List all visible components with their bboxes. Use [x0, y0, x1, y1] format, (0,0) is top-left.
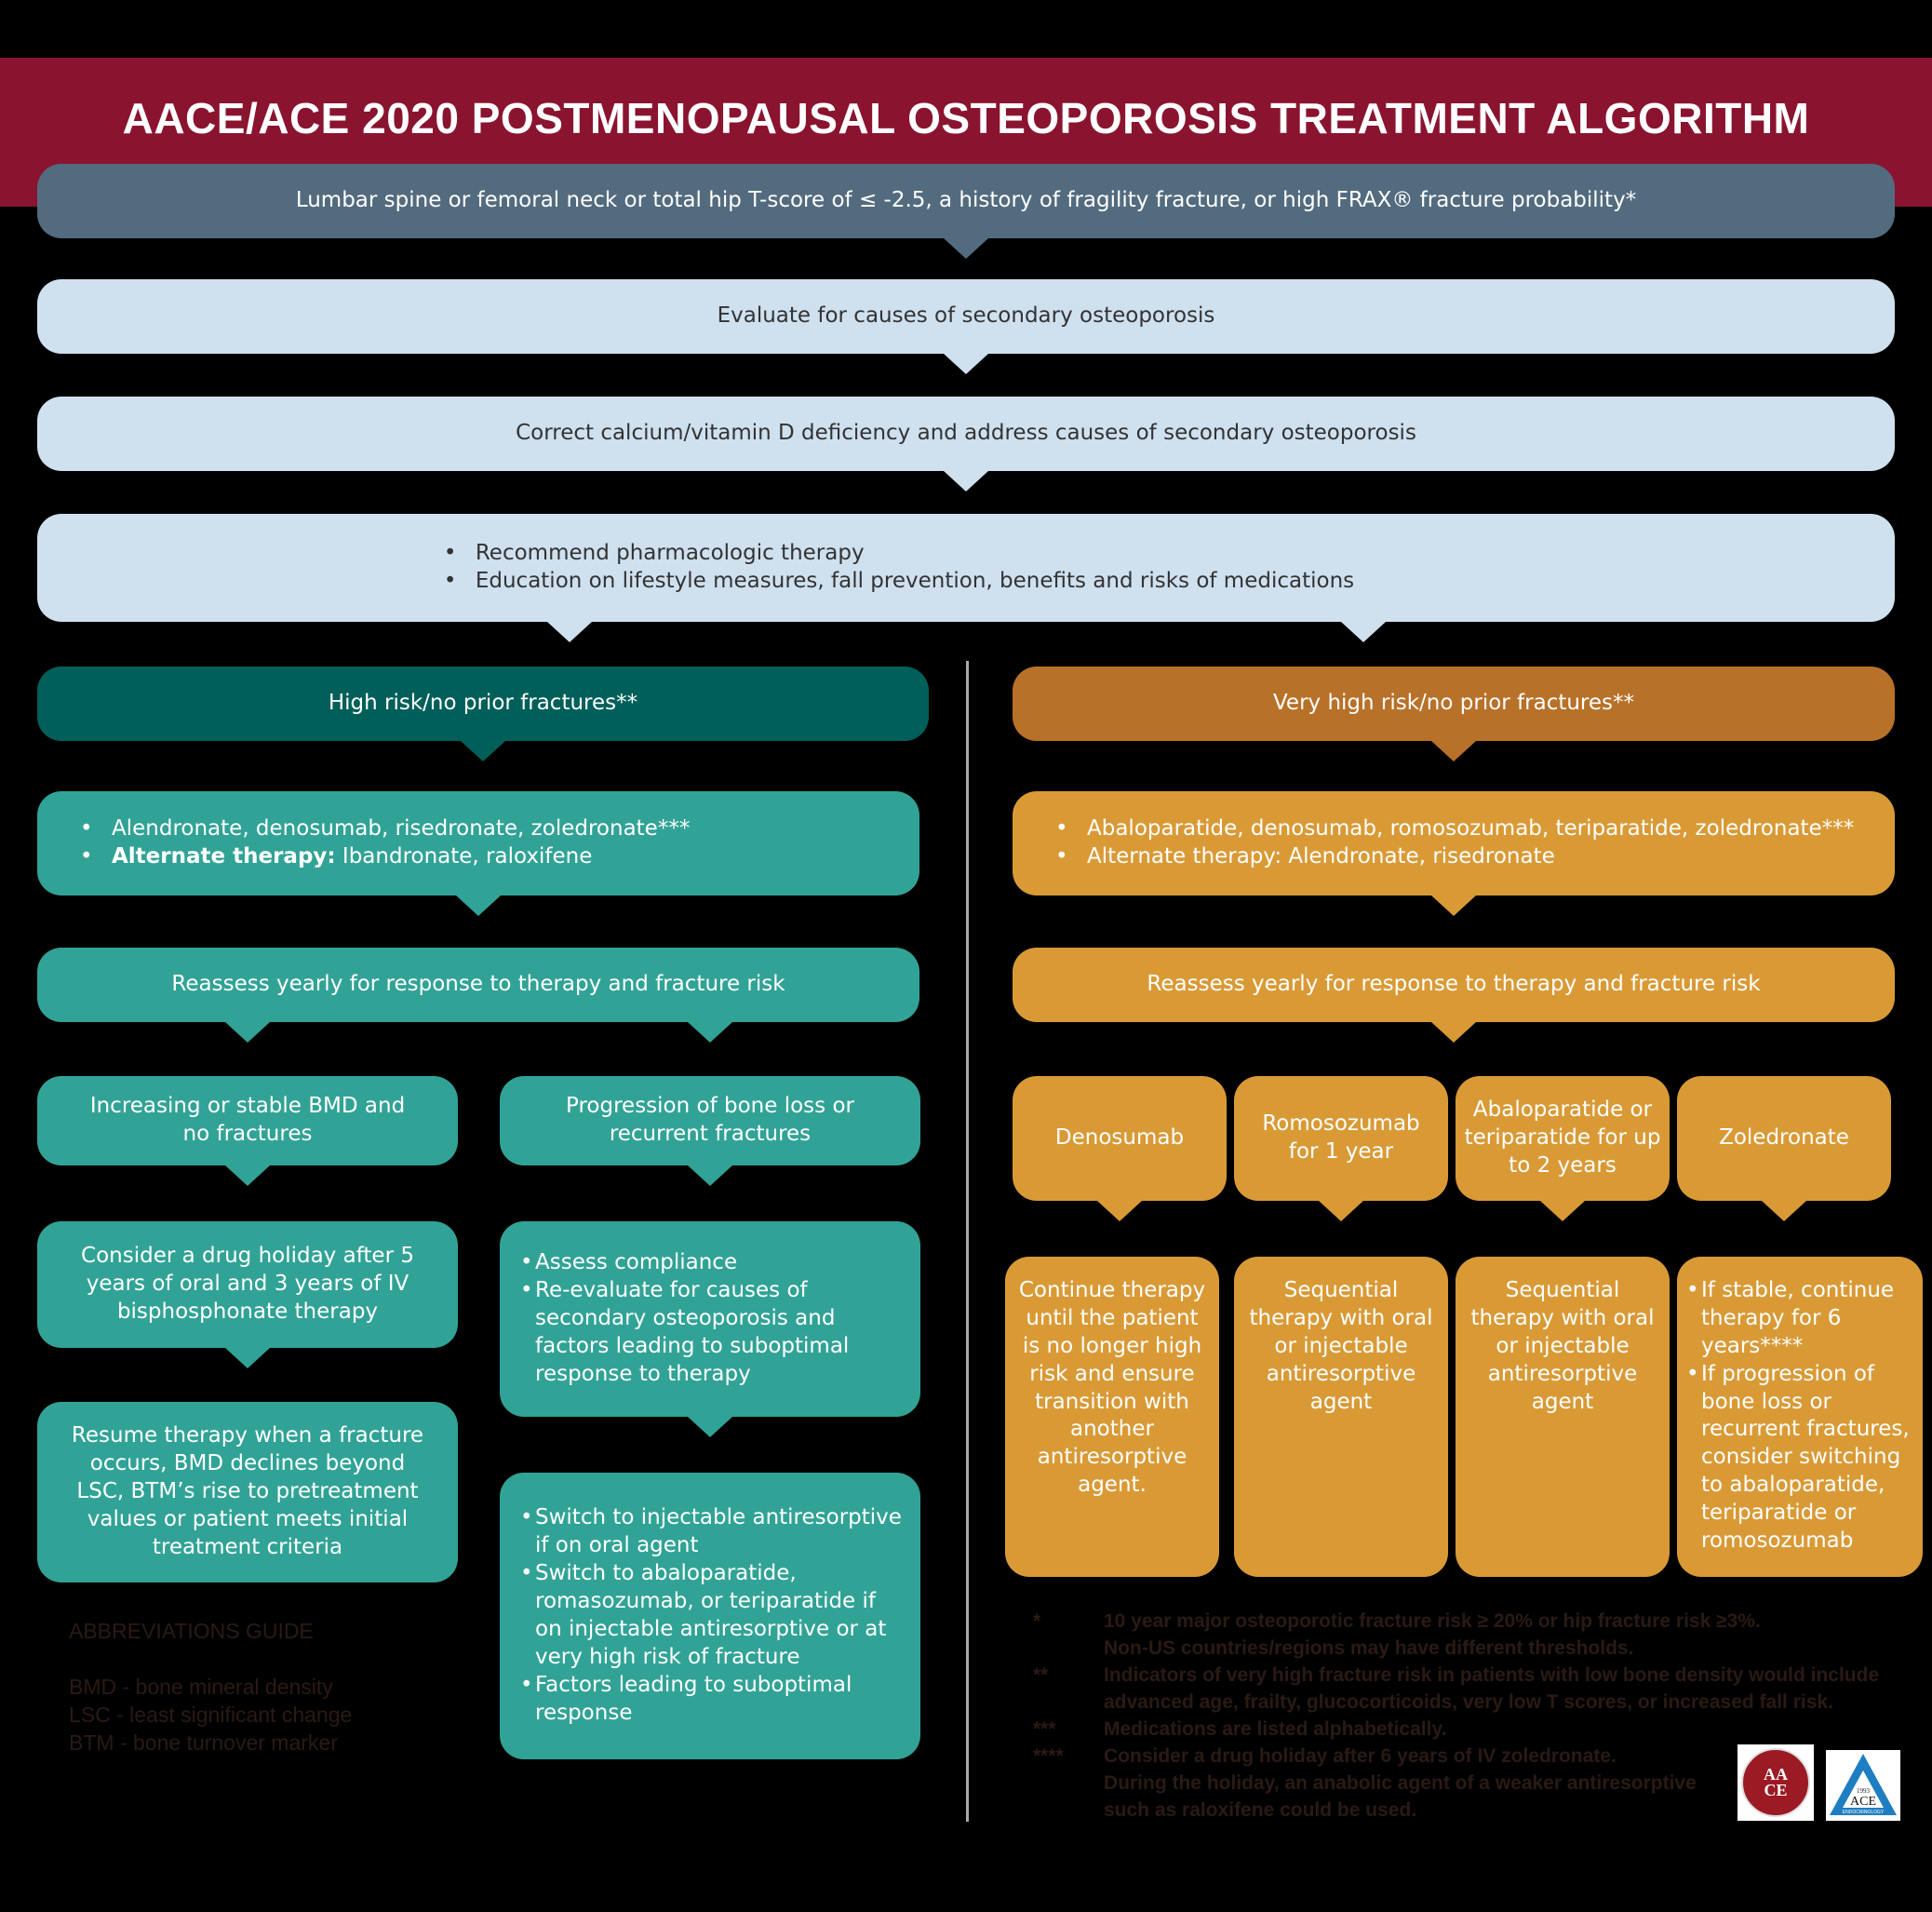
stable-bmd-box	[37, 1076, 458, 1165]
assess-list	[520, 1249, 902, 1388]
drug-name: Romosozumab for 1 year	[1262, 1111, 1420, 1164]
recommend-therapy-box	[37, 514, 1895, 622]
progression-box	[500, 1076, 920, 1165]
drug-name: Denosumab	[1054, 1125, 1185, 1151]
high-risk-reassess-text: Reassess yearly for response to therapy and fracture risk	[171, 972, 785, 997]
footnote-marker: **	[1033, 1663, 1049, 1686]
assess-item: • Assess compliance	[520, 1249, 902, 1277]
very-high-risk-therapy-list	[1050, 815, 1854, 871]
alternate-label: Alternate therapy:	[112, 844, 336, 868]
svg-text:ENDOCRINOLOGY: ENDOCRINOLOGY	[1842, 1810, 1885, 1815]
evaluate-text: Evaluate for causes of secondary osteoporosis	[717, 303, 1215, 329]
footnote-line: Indicators of very high fracture risk in patients with low bone density would include	[1104, 1663, 1880, 1686]
drug-holiday-text: Consider a drug holiday after 5 years of oral and 3 years of IV bisphosphonate therapy	[81, 1244, 414, 1324]
recommend-list	[438, 540, 1354, 596]
therapy-item: • Abaloparatide, denosumab, romosozumab, teriparatide, zoledronate***	[1050, 815, 1854, 843]
switch-item: • Switch to abaloparatide, romasozumab, or teriparatide if on injectable antiresorptive or at very high risk of fracture	[520, 1560, 902, 1672]
abbreviation-item: BTM - bone turnover marker	[69, 1730, 338, 1755]
therapy-item: • Alendronate, denosumab, risedronate, zoledronate***	[74, 815, 690, 843]
very-high-risk-therapy-box	[1013, 791, 1895, 895]
drug-name: Abaloparatide or teriparatide for up to 2 years	[1464, 1097, 1661, 1178]
correct-deficiency-box	[37, 397, 1895, 471]
footnote-line: Consider a drug holiday after 6 years of IV zoledronate.	[1104, 1744, 1617, 1767]
footnote-line: 10 year major osteoporotic fracture risk ≥ 20% or hip fracture risk ≥3%.	[1104, 1610, 1761, 1632]
abbreviation-item: BMD - bone mineral density	[69, 1674, 333, 1699]
high-risk-therapy-box	[37, 791, 919, 895]
denosumab-action-box	[1005, 1257, 1219, 1577]
high-risk-header	[37, 667, 929, 741]
drug-action-item: • If progression of bone loss or recurrent fractures, consider switching to abaloparatide, teriparatide or romosozumab	[1686, 1361, 1913, 1555]
drug-action: Sequential therapy with oral or injectable antiresorptive agent	[1470, 1278, 1655, 1414]
drug-romosozumab-box	[1234, 1076, 1448, 1201]
drug-action-item: • If stable, continue therapy for 6 years****	[1686, 1277, 1913, 1361]
entry-criteria-box	[37, 164, 1895, 238]
switch-item: • Switch to injectable antiresorptive if on oral agent	[520, 1504, 902, 1560]
abbreviations-guide	[69, 1618, 352, 1757]
very-high-risk-reassess-text: Reassess yearly for response to therapy and fracture risk	[1147, 972, 1761, 997]
footnote-line: Medications are listed alphabetically.	[1104, 1717, 1447, 1740]
recommend-item: • Education on lifestyle measures, fall prevention, benefits and risks of medications	[438, 568, 1354, 596]
footnote-line: During the holiday, an anabolic agent of a weaker antiresorptive	[1104, 1771, 1697, 1794]
drug-zoledronate-box	[1677, 1076, 1891, 1201]
stable-bmd-text: Increasing or stable BMD and no fractures	[89, 1094, 406, 1146]
ace-triangle-icon	[1826, 1750, 1900, 1821]
aace-logo-text: CE	[1764, 1781, 1788, 1799]
footnote-marker: ***	[1033, 1717, 1056, 1740]
footnote	[1033, 1609, 1879, 1663]
progression-text: Progression of bone loss or recurrent fractures	[566, 1094, 854, 1146]
assess-compliance-box	[500, 1221, 920, 1417]
entry-criteria-text: Lumbar spine or femoral neck or total hip T-score of ≤ -2.5, a history of fragility fracture, or high FRAX® fracture probability*	[295, 188, 1637, 213]
very-high-risk-title: Very high risk/no prior fractures**	[1272, 691, 1635, 716]
alternate-value: Ibandronate, raloxifene	[335, 844, 593, 868]
svg-text:ACE: ACE	[1850, 1795, 1876, 1809]
abbreviation-item: LSC - least significant change	[69, 1702, 353, 1727]
ace-logo	[1826, 1750, 1900, 1821]
switch-therapy-box	[500, 1473, 920, 1759]
zoledronate-action-list	[1686, 1277, 1913, 1555]
switch-list	[520, 1504, 902, 1727]
footnote-line: Non-US countries/regions may have different thresholds.	[1104, 1636, 1634, 1659]
drug-action: Continue therapy until the patient is no longer high risk and ensure transition with another antiresorptive agent.	[1018, 1278, 1206, 1498]
drug-name: Zoledronate	[1719, 1125, 1849, 1151]
footnote-marker: *	[1033, 1610, 1041, 1632]
therapy-item: • Alternate therapy: Alendronate, risedronate	[1050, 843, 1854, 871]
evaluate-box	[37, 279, 1895, 354]
therapy-item-alternate	[74, 843, 690, 871]
aace-logo	[1737, 1744, 1814, 1821]
drug-action: Sequential therapy with oral or injectable antiresorptive agent	[1249, 1278, 1433, 1414]
footnote	[1033, 1717, 1879, 1744]
column-divider	[966, 661, 969, 1822]
page-title: AACE/ACE 2020 POSTMENOPAUSAL OSTEOPOROSIS TREATMENT ALGORITHM	[122, 94, 1810, 142]
high-risk-title: High risk/no prior fractures**	[328, 691, 638, 716]
assess-item: • Re-evaluate for causes of secondary osteoporosis and factors leading to suboptimal response to therapy	[520, 1277, 902, 1389]
very-high-risk-header	[1013, 667, 1895, 741]
abbreviations-title: ABBREVIATIONS GUIDE	[69, 1619, 314, 1643]
resume-therapy-box	[37, 1402, 458, 1582]
drug-abaloparatide-box	[1456, 1076, 1670, 1201]
footnote-line: such as raloxifene could be used.	[1104, 1798, 1417, 1821]
footnote-marker: ****	[1033, 1744, 1064, 1767]
drug-holiday-box	[37, 1221, 458, 1348]
high-risk-therapy-list	[74, 815, 690, 871]
switch-item: • Factors leading to suboptimal response	[520, 1672, 902, 1728]
footnote-line: advanced age, frailty, glucocorticoids, very low T scores, or increased fall risk.	[1104, 1690, 1833, 1713]
very-high-risk-reassess-box	[1013, 948, 1895, 1022]
high-risk-reassess-box	[37, 948, 919, 1022]
drug-denosumab-box	[1013, 1076, 1227, 1201]
abaloparatide-action-box	[1456, 1257, 1670, 1577]
romosozumab-action-box	[1234, 1257, 1448, 1577]
svg-text:1993: 1993	[1857, 1787, 1870, 1795]
resume-therapy-text: Resume therapy when a fracture occurs, BMD declines beyond LSC, BTM’s rise to pretreatment values or patient meets initial treatment criteria	[71, 1423, 424, 1559]
footnote	[1033, 1663, 1879, 1717]
aace-logo-text: AA	[1764, 1764, 1788, 1784]
zoledronate-action-box	[1677, 1257, 1923, 1577]
correct-deficiency-text: Correct calcium/vitamin D deficiency and address causes of secondary osteoporosis	[516, 421, 1416, 446]
aace-seal-icon	[1741, 1748, 1810, 1817]
recommend-item: • Recommend pharmacologic therapy	[438, 540, 1354, 568]
